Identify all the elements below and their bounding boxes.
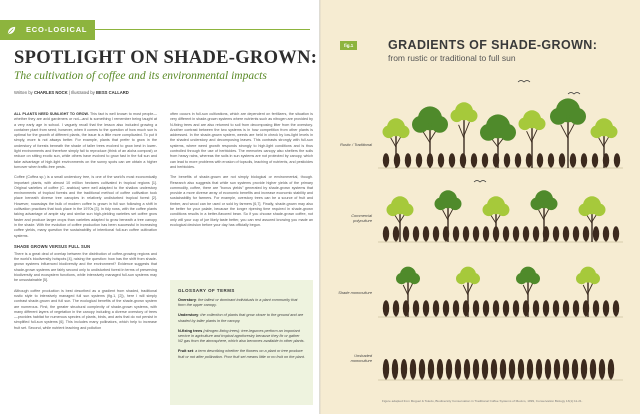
tree-branch xyxy=(423,131,430,143)
byline-prefix: Written by xyxy=(14,90,33,95)
tree-canopy xyxy=(401,204,414,217)
glossary-definition: a term describing whether the flowers on a plant or tree produce fruit or not after pollination. Poor fruit set means little or no fruit on the plant. xyxy=(178,349,305,359)
coffee-bush xyxy=(383,153,389,167)
paragraph xyxy=(14,112,157,170)
coffee-bush xyxy=(593,300,599,316)
coffee-bush xyxy=(428,359,434,379)
coffee-bush xyxy=(500,359,506,379)
tree-branch xyxy=(561,125,568,139)
coffee-bush xyxy=(603,153,609,167)
tree-canopy xyxy=(531,198,544,211)
coffee-bush xyxy=(453,300,459,316)
coffee-bush xyxy=(518,359,524,379)
coffee-bush xyxy=(460,153,466,167)
coffee-bush xyxy=(463,300,469,316)
tree-canopy xyxy=(483,204,496,217)
coffee-bush xyxy=(449,153,455,167)
tree-branch xyxy=(523,285,528,295)
glossary-title: GLOSSARY OF TERMS xyxy=(178,288,235,293)
coffee-bush xyxy=(393,226,399,241)
coffee-bush xyxy=(614,153,620,167)
tree-branch xyxy=(583,285,588,295)
figure-title: GRADIENTS OF SHADE-GROWN: xyxy=(388,38,598,52)
tree-branch xyxy=(587,215,592,224)
coffee-bush xyxy=(383,300,389,316)
tree-canopy xyxy=(516,273,527,284)
author-name: CHARLES NOCK xyxy=(33,90,68,95)
coffee-bush xyxy=(416,153,422,167)
coffee-bush xyxy=(515,153,521,167)
coffee-bush xyxy=(473,359,479,379)
glossary-term: Overstory xyxy=(178,298,196,302)
coffee-bush xyxy=(394,153,400,167)
paragraph-text: The benefits of shade-grown are not simply biological or environmental, though. Research also suggests that while sun systems provide higher yields of the primary commodity, coffee, there are "bonus yields" generated by shade-grown systems that provide a more diverse array of economic benefits and increase economic stability and sustainability for farmers. For example, overstory trees can be a source of fruit and timber, and wood can be used or sold by farmers [6,7]. Finally, shade-grown may also be better for your palate, because the longer ripening time required in shade-grown conditions results in a better-flavored bean. So if you choose shade-grown coffee, not only will your cup of joe likely taste better, you can rest assured knowing you made an ecological decision before your day has officially begun. xyxy=(170,175,313,227)
glossary-entry: Overstory: the tallest or dominant individuals in a plant community that form the upper canopy. xyxy=(178,298,298,308)
coffee-bush xyxy=(443,300,449,316)
figure-subtitle: from rustic or traditional to full sun xyxy=(388,53,516,63)
coffee-bush xyxy=(523,226,529,241)
tree-canopy xyxy=(499,124,516,141)
figure-credit: Figure adapted from Moguel & Toledo, Biodiversity Conservation in Traditional Coffee Systems of Mexico, 1999, Conservation Biology 13(1):11-21. xyxy=(382,399,583,403)
coffee-bush xyxy=(471,153,477,167)
glossary-term: N-fixing trees xyxy=(178,328,203,333)
tree-canopy xyxy=(569,108,586,125)
tree-branch xyxy=(528,283,533,293)
coffee-bush xyxy=(554,359,560,379)
coffee-bush xyxy=(593,226,599,241)
subsection-heading: SHADE GROWN VERSUS FULL SUN xyxy=(14,243,91,249)
coffee-bush xyxy=(453,226,459,241)
coffee-bush xyxy=(503,300,509,316)
tree-branch xyxy=(459,125,464,139)
coffee-bush xyxy=(590,359,596,379)
coffee-bush xyxy=(603,226,609,241)
illustrator-name: BESS CALLARD xyxy=(96,90,129,95)
coffee-bush xyxy=(410,359,416,379)
paragraph-text: This fact is well known to most people—whether they are avid gardeners or not—and is something I remember being taught at a very early age in school. I vaguely recall that the lesson also included growing a container plant from seed; however, when it comes to the question of how much sun is optimal for the growth of different plants, the issue is a little more complicated. To put it simply, more is not always better. For example, plants that prefer to grow in the understory of forests beneath the shade of taller trees evolved to grow best in lower-light environments and therefore simply fail to reproduce (think of an aloha compost) or reduce on sitting exotic sun, while others have evolved to grow fast in the full sun and take advantage of high-light environments on the sunny spots can we obtain a higher turnover when traffic-free pests. xyxy=(14,112,157,169)
tree-canopy xyxy=(533,118,546,131)
coffee-bush xyxy=(509,359,515,379)
paragraph-lead: ALL PLANTS NEED SUNLIGHT TO GROW. xyxy=(14,112,89,116)
coffee-bush xyxy=(543,226,549,241)
coffee-bush xyxy=(483,226,489,241)
coffee-bush xyxy=(572,359,578,379)
tree-branch xyxy=(588,283,593,293)
tree-canopy xyxy=(545,198,558,211)
coffee-bush xyxy=(423,226,429,241)
glossary-term: Understory xyxy=(178,313,199,318)
tree-canopy xyxy=(449,198,462,211)
glossary-definition: the collection of plants that grow closer to the ground and are shaded by taller plants in the canopy. xyxy=(178,313,304,323)
coffee-bush xyxy=(383,226,389,241)
coffee-bush xyxy=(581,153,587,167)
coffee-bush xyxy=(437,359,443,379)
tree-branch xyxy=(527,131,532,143)
coffee-bush xyxy=(443,226,449,241)
coffee-bush xyxy=(413,226,419,241)
tree-branch xyxy=(599,138,604,148)
coffee-bush xyxy=(583,300,589,316)
glossary-entry: N-fixing trees (nitrogen-fixing trees): tree-legumes perform an important service in agriculture and tropical agroforestry because they fix or gather N2 gas from the atmosphere, which also becomes available to other plants. xyxy=(178,328,305,344)
coffee-bush xyxy=(473,300,479,316)
paragraph xyxy=(14,252,157,284)
coffee-bush xyxy=(405,153,411,167)
coffee-bush xyxy=(563,226,569,241)
coffee-bush xyxy=(482,153,488,167)
tree-branch xyxy=(464,122,469,136)
coffee-bush xyxy=(482,359,488,379)
paragraph xyxy=(14,175,157,239)
tier-label-rustic: Rustic / Traditional xyxy=(340,142,372,147)
coffee-bush xyxy=(583,226,589,241)
tree-branch xyxy=(539,210,544,220)
coffee-bush xyxy=(548,153,554,167)
coffee-bush xyxy=(413,300,419,316)
gradient-illustration xyxy=(378,62,628,397)
coffee-bush xyxy=(493,226,499,241)
coffee-bush xyxy=(433,226,439,241)
column-2 xyxy=(170,112,313,233)
tree-branch xyxy=(395,215,400,224)
paragraph-text: Although coffee production is best described as a gradient from shaded, traditional rustic style to intensively managed full sun systems (fig.1, [2]), here I will simply contrast shade-grown and full sun. The ecological benefits of the shade-grown system are numerous. First, the greater structural complexity of shade-grown systems, with many different layers of vegetation in the canopy including a diverse overstory of trees—provides habitat for numerous species of plants, birds, and ants that do not persist in simplified full-sun systems [6]. This includes many pollinators, which help to increase fruit set. Second, while nutrient leaching and pollution xyxy=(14,288,157,330)
tree-branch xyxy=(568,122,575,136)
bird-icon xyxy=(518,81,530,83)
coffee-bush xyxy=(613,226,619,241)
tree-canopy xyxy=(469,273,480,284)
tree-branch xyxy=(403,285,408,295)
coffee-bush xyxy=(491,359,497,379)
coffee-bush xyxy=(553,300,559,316)
coffee-bush xyxy=(573,300,579,316)
tree-canopy xyxy=(412,116,429,133)
tree-canopy xyxy=(519,118,532,131)
coffee-bush xyxy=(559,153,565,167)
tree-canopy xyxy=(529,273,540,284)
tree-canopy xyxy=(387,204,400,217)
section-label: ECO-LOGICAL xyxy=(22,20,95,40)
coffee-bush xyxy=(563,359,569,379)
tree-canopy xyxy=(605,126,618,139)
coffee-bush xyxy=(533,300,539,316)
tree-canopy xyxy=(593,204,606,217)
tier-label-polyculture: Commercial polyculture xyxy=(351,213,372,223)
coffee-bush xyxy=(401,359,407,379)
coffee-bush xyxy=(493,153,499,167)
glossary-term: Fruit set xyxy=(178,349,193,354)
section-tab xyxy=(0,20,95,40)
paragraph xyxy=(170,175,313,228)
tree-canopy xyxy=(480,124,497,141)
coffee-bush xyxy=(526,153,532,167)
tree-canopy xyxy=(497,204,510,217)
glossary-box xyxy=(170,280,313,405)
coffee-bush xyxy=(545,359,551,379)
tree-canopy xyxy=(409,273,420,284)
coffee-bush xyxy=(536,359,542,379)
tree-canopy xyxy=(431,116,448,133)
tree-branch xyxy=(391,138,396,148)
tree-canopy xyxy=(435,198,448,211)
coffee-bush xyxy=(581,359,587,379)
coffee-bush xyxy=(438,153,444,167)
byline xyxy=(14,90,129,95)
coffee-bush xyxy=(504,153,510,167)
coffee-bush xyxy=(513,300,519,316)
paragraph xyxy=(170,112,313,170)
coffee-bush xyxy=(455,359,461,379)
coffee-bush xyxy=(537,153,543,167)
tree-canopy xyxy=(589,273,600,284)
coffee-bush xyxy=(592,153,598,167)
coffee-bush xyxy=(523,300,529,316)
coffee-bush xyxy=(403,300,409,316)
article-title: SPOTLIGHT ON SHADE-GROWN: xyxy=(14,48,318,68)
coffee-bush xyxy=(433,300,439,316)
coffee-bush xyxy=(423,300,429,316)
column-1 xyxy=(14,112,157,336)
tree-canopy xyxy=(396,273,407,284)
glossary-entry: Understory: the collection of plants that grow closer to the ground and are shaded by taller plants in the canopy. xyxy=(178,313,304,323)
coffee-bush xyxy=(543,300,549,316)
bird-icon xyxy=(474,181,486,183)
tree-canopy xyxy=(576,273,587,284)
coffee-bush xyxy=(503,226,509,241)
tree-canopy xyxy=(451,110,464,123)
tree-branch xyxy=(463,285,468,295)
coffee-bush xyxy=(393,300,399,316)
glossary-entry: Fruit set: a term describing whether the flowers on a plant or tree produce fruit or not after pollination. Poor fruit set means little or no fruit on the plant. xyxy=(178,349,305,359)
tree-canopy xyxy=(591,126,604,139)
tree-branch xyxy=(532,129,537,141)
paragraph xyxy=(14,289,157,331)
coffee-bush xyxy=(608,359,614,379)
tree-canopy xyxy=(456,273,467,284)
coffee-bush xyxy=(483,300,489,316)
coffee-bush xyxy=(533,226,539,241)
coffee-bush xyxy=(563,300,569,316)
page-gutter xyxy=(319,0,321,414)
coffee-bush xyxy=(573,226,579,241)
coffee-bush xyxy=(419,359,425,379)
coffee-bush xyxy=(603,300,609,316)
paragraph-text: Coffee (Coffea sp.) is a small understory tree, is one of the world's most economically important plants, with almost 10 million hectares cultivated in tropical regions [1]. Original varieties of coffee (C. arabica) were well adapted to the shallow understory environments of tropical forests and the traditional method of coffee cultivation took place beneath diverse tree canopies in relatively undisturbed tropical forest [2]. However, nowadays the bulk of modern coffee is grown in full sun following a shift in cultivation practices that took place in the 1970s [3]. In tidy rows, with the coffee plants taking advantage of ample sky and similar sun high-yielding varieties set coffee grow faster and produce larger crops than varieties adapted to grow beneath a tree canopy in the shade. With the evolution of coffee production has been successful in increasing coffee yields, many question the sustainability of intentional full-sun coffee cultivation systems. xyxy=(14,175,157,238)
article-subtitle: The cultivation of coffee and its environmental impacts xyxy=(14,70,267,82)
tree-canopy xyxy=(397,126,410,139)
coffee-bush xyxy=(464,359,470,379)
coffee-bush xyxy=(383,359,389,379)
paragraph-text: often occurs in full-sun cultivations, which are dependent on fertilizers, the situation is very different in shade-grown systems where nutrients such as nitrogen are provided by N-fixing trees and are also returned to soil from decomposing litter from the overstory. Another contrast between the two systems is in how competition from other plants is addressed. In the shade-grown system, weeds are held in check by low-light levels in the shaded understory and decomposing leaves. This contrasts strongly with full-sun systems, where weed growth responds strongly to high-light conditions and is thus controlled through the use of herbicides. The memories canopy also shelters the soils from heavy rains, whereas the soils in sun systems are not protected by canopy, which can lead to more problems with erosion of topsoils, leaching of nutrients, and pesticides and herbicides. xyxy=(170,112,313,169)
coffee-bush xyxy=(553,226,559,241)
coffee-bush xyxy=(473,226,479,241)
tree-canopy xyxy=(550,108,567,125)
tier-label-unshaded: Unshaded monoculture xyxy=(350,353,372,363)
tier-label-shade-monoculture: Shade monoculture xyxy=(338,290,372,295)
coffee-bush xyxy=(599,359,605,379)
tree-canopy xyxy=(579,204,592,217)
glossary-definition: nitrogen-fixing trees): tree-legumes perform an important service in agriculture and tropical agroforestry because they fix or gather N2 gas from the atmosphere, which also becomes available to other plants. xyxy=(178,328,305,344)
tree-canopy xyxy=(383,126,396,139)
coffee-bush xyxy=(427,153,433,167)
coffee-bush xyxy=(570,153,576,167)
glossary-definition: the tallest or dominant individuals in a plant community that form the upper canopy. xyxy=(178,298,298,308)
tree-branch xyxy=(491,215,496,224)
coffee-bush xyxy=(613,300,619,316)
tree-canopy xyxy=(465,110,478,123)
tree-branch xyxy=(443,210,448,220)
paragraph-text: There is a great deal of overlap between the distribution of coffee-growing regions and the world's biodiversity hotspots [4], raising the question: how has the shift from shade-grown systems influenced biodiversity and the environment? Evidence suggests that shade-grown systems are fairly second only to undisturbed forest in terms of preserving biodiversity and ecosystem functions, while intensively managed full-sun systems may be unsustainable [5]. xyxy=(14,251,157,283)
figure-tag: fig.1 xyxy=(340,41,357,50)
coffee-bush xyxy=(392,359,398,379)
illustrator-prefix: | Illustrated by xyxy=(68,90,95,95)
coffee-bush xyxy=(493,300,499,316)
coffee-bush xyxy=(403,226,409,241)
tree-branch xyxy=(468,283,473,293)
leaf-icon xyxy=(0,20,22,40)
coffee-bush xyxy=(463,226,469,241)
coffee-bush xyxy=(527,359,533,379)
coffee-bush xyxy=(513,226,519,241)
tree-branch xyxy=(408,283,413,293)
bird-icon xyxy=(568,93,580,95)
coffee-bush xyxy=(446,359,452,379)
